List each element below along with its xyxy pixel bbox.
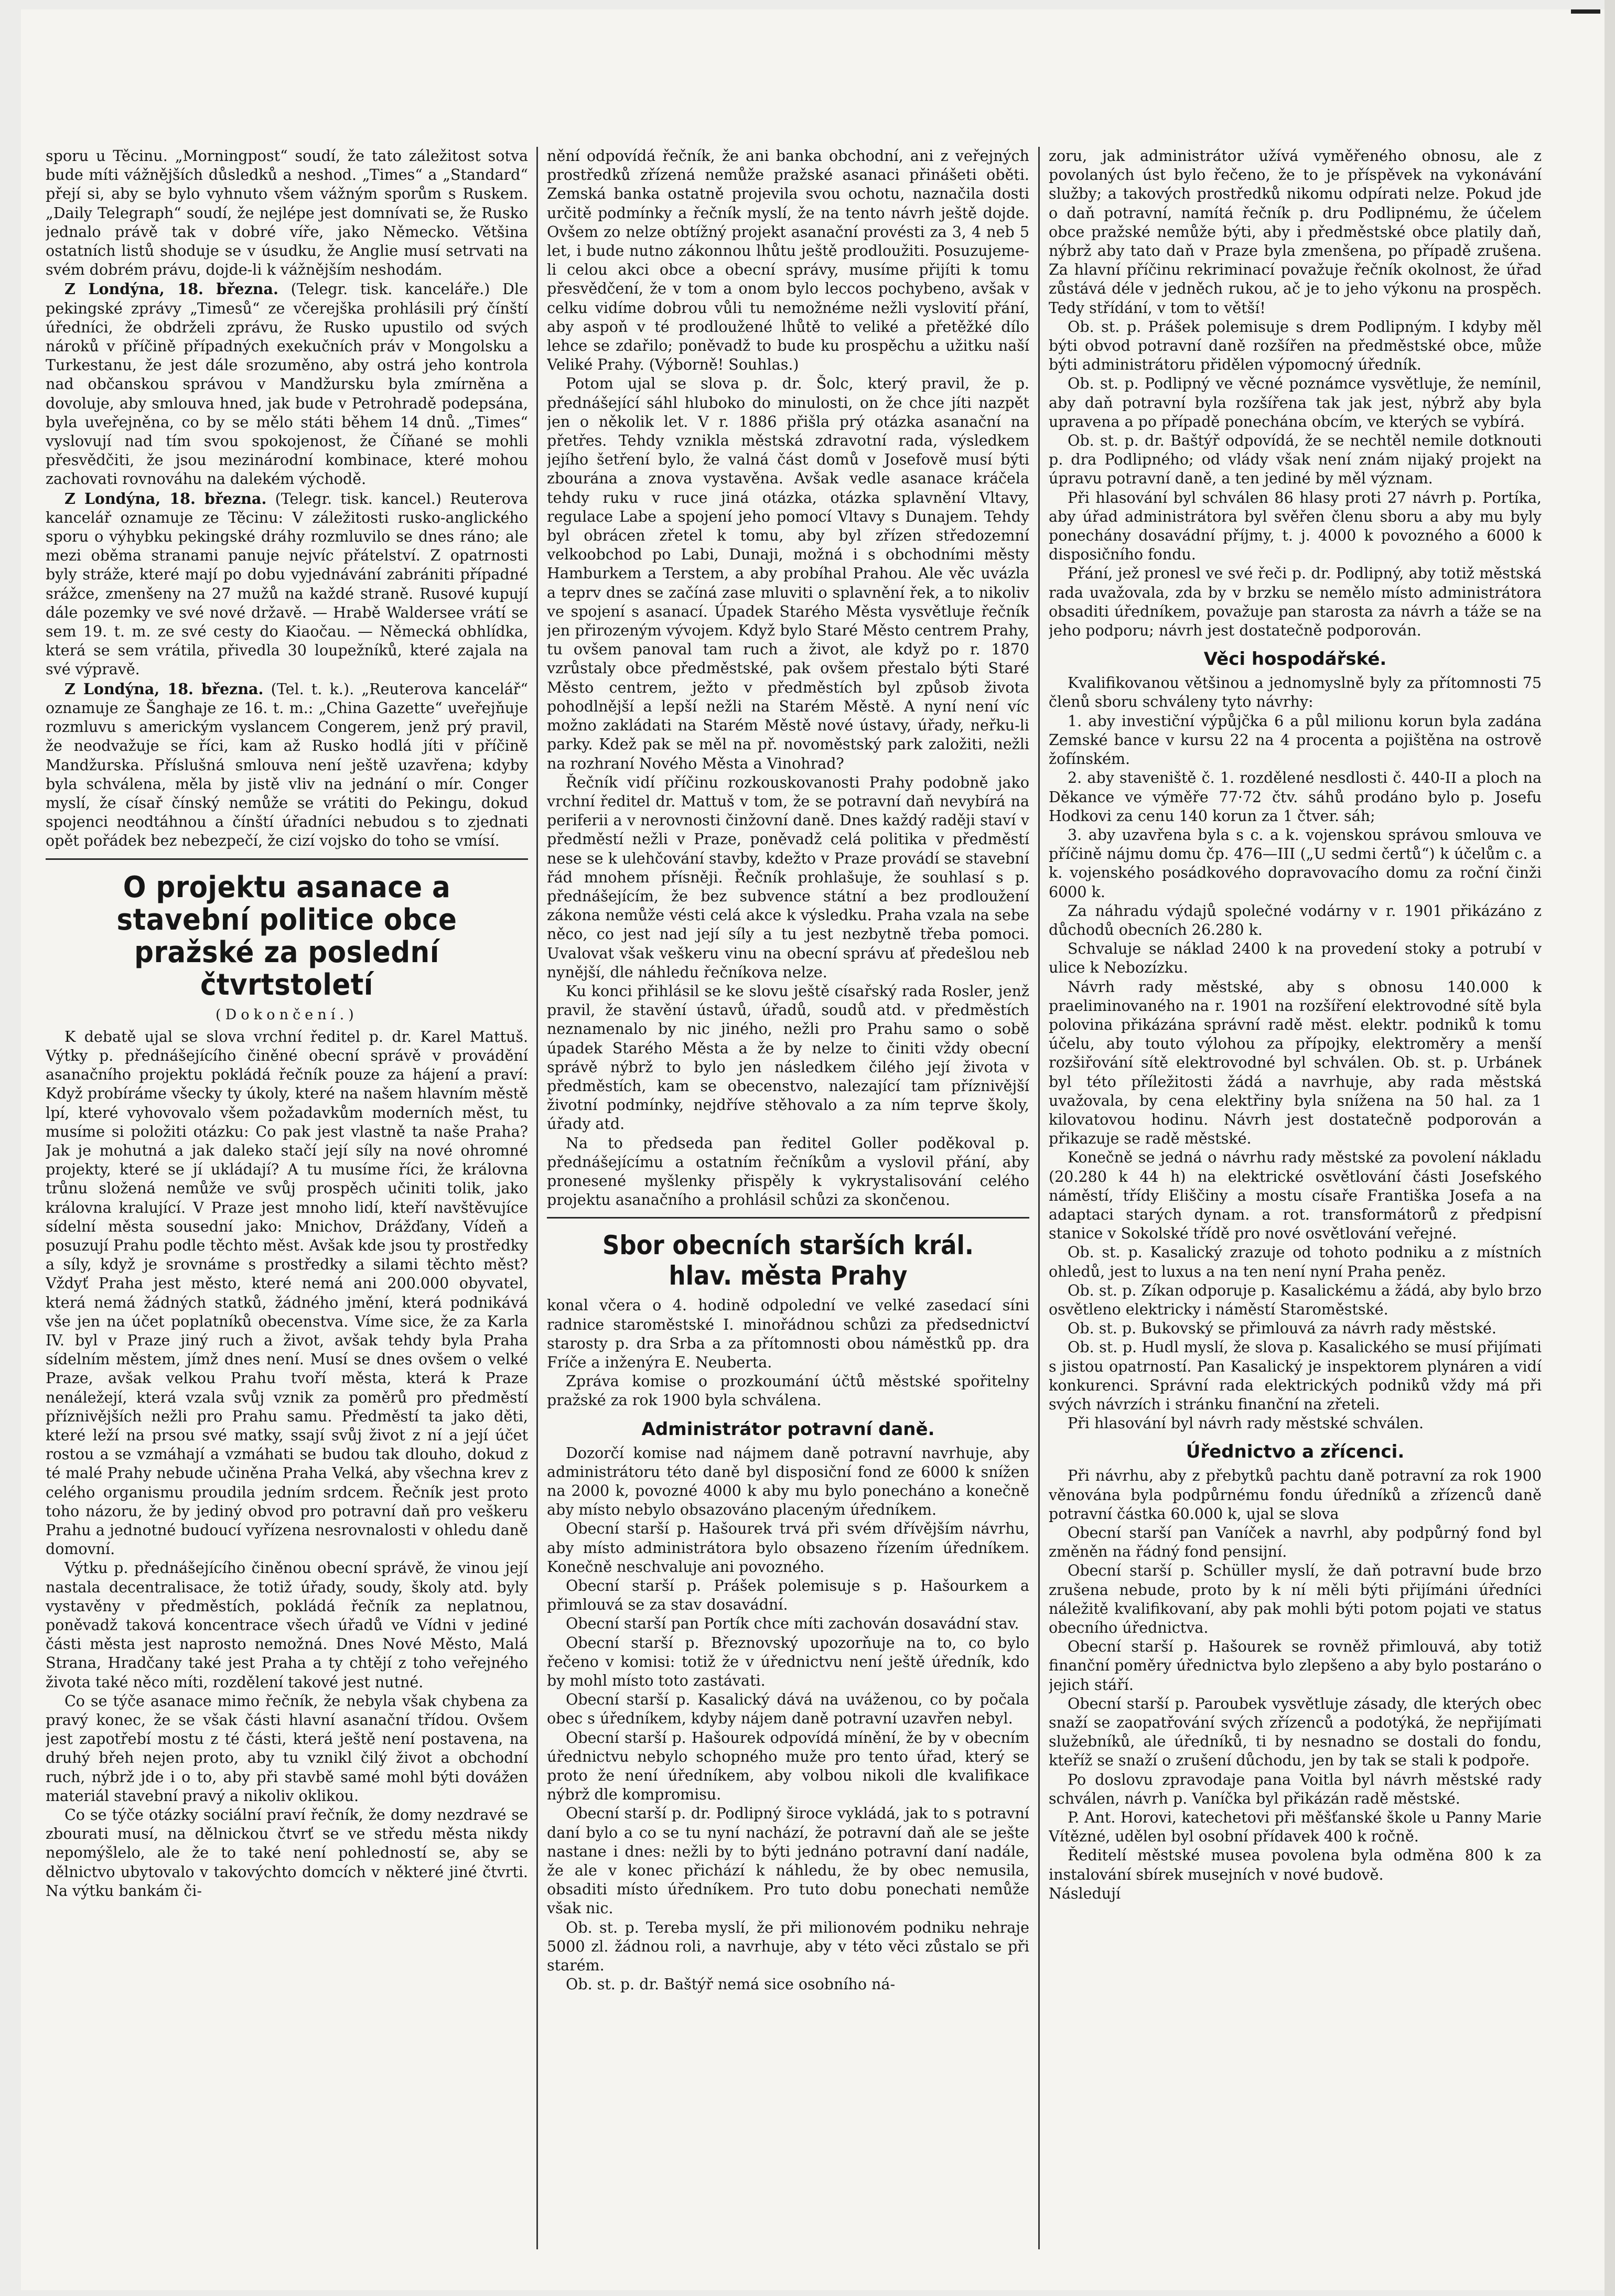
subheading-urednictvo: Úřednictvo a zřícenci.	[1186, 1441, 1405, 1463]
paragraph: Konečně se jedná o návrhu rady městské za povolení nákladu (20.280 k 44 h) na elektrické osvětlování části Josefského náměstí, třídy Eliščiny a mostu císaře Františka Josefa a na adaptaci starých dynam. a rot. transformátorů z předpisní stanice v Sokolské třídě pro nové osvětlování veřejné.	[1049, 1149, 1542, 1243]
column-2	[547, 147, 1029, 2265]
paragraph: Obecní starší p. Kasalický dává na uváženou, co by počala obec s úředníkem, kdyby nájem daně potravní uzavřen nebyl.	[547, 1691, 1029, 1728]
paragraph: Obecní starší p. Hašourek odpovídá mínění, že by v obecním úřednictvu nebylo schopného muže pro tento úřad, který se proto že není úředníkem, aby volbou nikoli dle kvalifikace nýbrž dle kompromisu.	[547, 1729, 1029, 1804]
paragraph: Ob. st. p. Hudl myslí, že slova p. Kasalického se musí přijímati s jistou opatrností. Pan Kasalický je inspektorem plynáren a vidí konkurenci. Správní rada elektrických podniků vždy má při svých návrzích i stránku finanční na zřeteli.	[1049, 1339, 1542, 1413]
paragraph: Ob. st. p. Kasalický zrazuje od tohoto podniku a z místních ohledů, jest to luxus a na ten není nyní Praha peněz.	[1049, 1244, 1542, 1280]
article-headline-asanace: O projektu asanace a stavební politice obce pražské za poslední čtvrtstoletí	[116, 870, 457, 1002]
paragraph: Následují	[1049, 1884, 1121, 1902]
paragraph: Ob. st. p. Prášek polemisuje s drem Podlipným. I kdyby měl býti obvod potravní daně rozšířen na předměstské obce, může býti administrátoru přidělen výpomocný úředník.	[1049, 318, 1542, 374]
paragraph: Kvalifikovanou většinou a jednomyslně byly za přítomnosti 75 členů sboru schváleny tyto návrhy:	[1049, 674, 1542, 711]
paragraph: Z Londýna, 18. března. (Telegr. tisk. kancel.) Reuterova kancelář oznamuje ze Těcinu: V záležitosti rusko-anglického sporu o výhybku pekingské dráhy rozmluvilo se dnes ráno; ale mezi oběma stranami panuje nejvíc přátelství. Z opatrnosti byly stráže, které mají po dobu vyjednávání zabrániti případné srážce, zmenšeny na 27 mužů na každé straně. Rusové kupují dále pozemky ve své nové državě. — Hrabě Waldersee vrátí se sem 19. t. m. ze své cesty do Kiaočau. — Německá obhlídka, která se sem vrátila, přivedla 30 loupežníků, které zajala na své výpravě.	[46, 489, 528, 678]
paragraph: nění odpovídá řečník, že ani banka obchodní, ani z veřejných prostředků zřízená nemůže pražské asanaci přinášeti oběti. Zemská banka ostatně projevila svou ochotu, naznačila dosti určitě podmínky a řečník myslí, že na tento návrh ještě dojde. Ovšem zo nelze obtížný projekt asanační provésti za 3, 4 neb 5 let, i bude nutno zákonnou lhůtu ještě prodloužiti. Posuzujeme-li celou akci obce a obecní správy, musíme přijíti k tomu přesvědčení, že v tom a onom bylo leccos pochybeno, avšak v celku vidíme dobrou vůli tu nemožnéme nežli vyslovití přání, aby aspoň v té prodloužené lhůtě to veliké a přetěžké dílo lehce se zdařilo; poněvadž to bude ku prospěchu a užitku naší Veliké Prahy. (Výborně! Souhlas.)	[547, 147, 1029, 374]
paragraph: Z Londýna, 18. března. (Telegr. tisk. kanceláře.) Dle pekingské zprávy „Timesů“ ze včerejška prohlásili prý čínští úředníci, že obdrželi zprávu, že Rusko upustilo od svých nároků v příčině případných exekučních práv v Mongolsku a Turkestanu, že jest dále srozuměno, aby ostrá jeho kontrola nad občanskou správou v Mandžursku byla zmírněna a dovoluje, aby smlouva hned, jak bude v Petrohradě podepsána, byla uveřejněna, co by se mělo státi během 14 dnů. „Times“ vyslovují nad tím svou spokojenost, že Číňané se mohli přesvědčiti, že jsou mezinárodní kombinace, které mohou zachovati rovnováhu na dalekém východě.	[46, 280, 528, 488]
section-divider	[547, 1217, 1029, 1219]
paragraph: Na to předseda pan ředitel Goller poděkoval p. přednášejícímu a ostatním řečníkům a vyslovil přání, aby pronesené myšlenky přispěly k vykrystalisování celého projektu asanačního a prohlásil schůzi za skončenou.	[547, 1134, 1029, 1209]
paragraph: Ředitelí městské musea povolena byla odměna 800 k za instalování sbírek musejních v nové budově.	[1049, 1847, 1542, 1883]
paragraph: Ob. st. p. dr. Baštýř nemá sice osobního ná-	[566, 1976, 896, 1993]
paragraph: 1. aby investiční výpůjčka 6 a půl milionu korun byla zadána Zemské bance v kursu 22 na 4 procenta a pojištěna na ostrově žofínském.	[1049, 712, 1542, 768]
article-headline-sbor: Sbor obecních starších král. hlav. města Prahy	[602, 1230, 974, 1291]
subheading-veci-hospodarske: Věci hospodářské.	[1203, 649, 1387, 670]
paragraph: Ob. st. p. Bukovský se přimlouvá za návrh rady městské.	[1068, 1320, 1496, 1338]
paragraph: Ob. st. p. dr. Baštýř odpovídá, že se nechtěl nemile dotknouti p. dra Podlipného; od vlády však není znám nijaký projekt na úpravu potravní daně, a ten jediné by měl význam.	[1049, 432, 1542, 488]
paragraph: K debatě ujal se slova vrchní ředitel p. dr. Karel Mattuš. Výtky p. přednášejícího činěné obecní správě v provádění asanačního projektu pokládá řečník pouze za hájení a praví: Když probíráme všecky ty úkoly, které na našem hlavním městě lpí, které vyhovovalo všem požadavkům moderních měst, tu musíme si položiti otázku: Co pak jest vlastně ta naše Praha? Jak je mohutná a jak daleko stačí její síly na nové ohromné projekty, které se jí ukládají? A tu musíme říci, že královna trůnu složená nemůže ve svůj prospěch učiniti tolik, jako královna kralující. V Praze jest mnoho lidí, kteří navštěvujíce sídelní města sousední jako: Mnichov, Drážďany, Vídeň a posuzují Prahu podle těchto měst. Avšak kde jsou ty prostředky a síly, když je srovnáme s prostředky a silami těchto měst? Vždyť Praha jest město, které nemá ani 200.000 obyvatel, která nemá žádných statků, žádného jmění, která podnikává vše jen na účet poplatníků obecenstva. Víme sice, že za Karla IV. byl v Praze jiný ruch a život, avšak tehdy byla Praha sídelním městem, jímž dnes není. Musí se dnes ovšem o velké Praze, avšak velkou Prahu tvoří města, která k Praze nenáležejí, která vzala svůj vznik za poměrů pro předměstí příznivějších nežli pro Prahu samu. Předměstí ta jako děti, které leží na prsou své matky, ssají svůj život z ní a její účet rostou a se vzmáhají a vzmáhati se budou tak dlouho, dokud z té malé Prahy nebude učiněna Praha Velká, aby všechna krev z celého organismu proudila jedním srdcem. Řečník jest proto toho názoru, že by jediný obvod pro potravní daň pro veškeru Prahu a jednotné budoucí vyřízena nesrovnalosti v ohledu daně domovní.	[46, 1028, 528, 1558]
paragraph: Obecní starší pan Vaníček a navrhl, aby podpůrný fond byl změněn na řádný fond pensijní.	[1049, 1524, 1542, 1561]
newspaper-page	[21, 9, 1605, 2290]
paragraph: Za náhradu výdajů společné vodárny v r. 1901 přikázáno z důchodů obecních 26.280 k.	[1049, 902, 1542, 939]
paragraph: Co se týče asanace mimo řečník, že nebyla však chybena za pravý konec, že se však části hlavní asanační třídou. Ovšem jest zapotřebí mostu z té části, která ještě není postavena, na druhý břeh nejen proto, aby tu vznikl čilý život a obchodní ruch, nýbrž jde i o to, aby při stavbě samé mohl býti dovážen materiál stavební pravý a nikoliv oklikou.	[46, 1692, 528, 1805]
paragraph: Obecní starší p. Březnovský upozorňuje na to, co bylo řečeno v komisi: totiž že v úřednictvu není ještě úředník, kdo by mohl místo toto zastávati.	[547, 1634, 1029, 1690]
paragraph: Obecní starší p. dr. Podlipný široce vykládá, jak to s potravní daní bylo a co se tu nyní nachází, že potravní daň ale se ješte nastane i dnes: nežli by to býti jednáno potravní daní nadále, že ale v konec přichází k náhledu, že by obec nemusila, obsaditi místo úředníkem. Pro tuto dobu ponechati nemůže však nic.	[547, 1805, 1029, 1917]
paragraph: Obecní starší p. Hašourek trvá při svém dřívějším návrhu, aby místo administrátora bylo obsazeno řízením úředníkem. Konečně neschvaluje ani povozného.	[547, 1520, 1029, 1576]
paragraph: sporu u Těcinu. „Morningpost“ soudí, že tato záležitost sotva bude míti vážnějších důsledků a neshod. „Times“ a „Standard“ přejí si, aby se bylo vyhnuto všem vážným sporům s Ruskem. „Daily Telegraph“ soudí, že nejlépe jest domnívati se, že Rusko jednalo právě tak v dobré víře, jako Německo. Většina ostatních listů shoduje se v úsudku, že Anglie musí setrvati na svém dobrém právu, dojde-li k vážnějším neshodám.	[46, 147, 528, 279]
paragraph: Obecní starší p. Prášek polemisuje s p. Hašourkem a přimlouvá se za stav dosavádní.	[547, 1577, 1029, 1614]
top-edge-mark	[1571, 9, 1600, 14]
paragraph: Při návrhu, aby z přebytků pachtu daně potravní za rok 1900 věnována byla podpůrnému fondu úředníků a zřízenců daně potravní částka 60.000 k, ujal se slova	[1049, 1467, 1542, 1523]
subheading-administrator: Administrátor potravní daně.	[641, 1418, 935, 1440]
paragraph: Ob. st. p. Tereba myslí, že při milionovém podniku nehraje 5000 zl. žádnou roli, a navrhuje, aby v této věci zůstalo se při starém.	[547, 1918, 1029, 1975]
paragraph: Návrh rady městské, aby s obnosu 140.000 k praeliminovaného na r. 1901 na rozšíření elektrovodné sítě byla polovina přikázána správní radě měst. elektr. podniků k tomu účelu, aby touto výlohou za přípojky, elektroměry a menší rozšiřování sítě elektrovodné byl schválen. Ob. st. p. Urbánek byl této příležitosti žádá a navrhuje, aby rada městská uvažovala, by cena elektřiny byla snížena na 50 hal. za 1 kilovatovou hodinu. Návrh jest dostatečně podporován a přikazuje se radě městské.	[1049, 978, 1542, 1148]
section-divider	[46, 858, 528, 860]
paragraph: Obecní starší pan Portík chce míti zachován dosavádní stav.	[566, 1615, 1019, 1633]
column-rule	[1038, 147, 1040, 2249]
paragraph: Přání, jež pronesl ve své řeči p. dr. Podlipný, aby totiž městská rada uvažovala, zda by v brzku se nemělo místo administrátora obsaditi úředníkem, považuje pan starosta za návrh a táže se na jeho podporu; návrh jest dostatečně podporován.	[1049, 565, 1542, 640]
paragraph: 3. aby uzavřena byla s c. a k. vojenskou správou smlouva ve příčině nájmu domu čp. 476—III („U sedmi čertů“) k účelům c. a k. vojenského posádkového dopravovacího domu za roční činži 6000 k.	[1049, 826, 1542, 901]
paragraph: Ku konci přihlásil se ke slovu ještě císařský rada Rosler, jenž pravil, že stavění ústavů, úřadů, soudů atd. v předměstích neznamenalo by nic jiného, nežli pro Prahu samo o sobě úpadek Starého Města a že by nelze to činiti vždy obecní správě nýbrž to bylo jen následkem čilého její života v předměstích, kam se obecenstvo, nalezající tam příznivější životní podmínky, nejdříve stěhovalo a za ním teprve školy, úřady atd.	[547, 982, 1029, 1133]
dateline: Z Londýna, 18. března.	[64, 280, 278, 298]
paragraph: Ob. st. p. Zíkan odporuje p. Kasalickému a žádá, aby bylo brzo osvětleno elektricky i náměstí Staroměstské.	[1049, 1281, 1542, 1318]
paragraph: 2. aby staveniště č. 1. rozdělené nesdlosti č. 440-II a ploch na Děkance ve výměře 77·72 čtv. sáhů prodáno bylo p. Josefu Hodkovi za cenu 140 korun za 1 čtver. sáh;	[1049, 769, 1542, 825]
continuation-note: (Dokončení.)	[216, 1006, 358, 1023]
paragraph: Obecní starší p. Paroubek vysvětluje zásady, dle kterých obec snaží se zaopatřování svých zřízenců a podotýká, že nepřijímati služebníků, ale úředníků, ti by nesnadno se dostali do fondu, kteříž se snaží o zrušení důchodu, jen by tak se stali k podpoře.	[1049, 1695, 1542, 1770]
paragraph: Schvaluje se náklad 2400 k na provedení stoky a potrubí v ulice k Nebozízku.	[1049, 940, 1542, 977]
paragraph: P. Ant. Horovi, katechetovi při měšťanské škole u Panny Marie Vítězné, udělen byl osobní přídavek 400 k ročně.	[1049, 1809, 1542, 1846]
paragraph: Při hlasování byl návrh rady městské schválen.	[1068, 1415, 1424, 1432]
paragraph: Obecní starší p. Hašourek se rovněž přimlouvá, aby totiž finanční poměry úřednictva bylo zlepšeno a aby bylo postaráno o jejich stáří.	[1049, 1638, 1542, 1694]
paragraph: Co se týče otázky sociální praví řečník, že domy nezdravé se zbourati musí, na dělnickou čtvrť se ve středu města nikdy nepomýšlelo, ale že to také není pohledností se, aby se dělnictvo ubytovalo v takovýchto domcích v některé jiné čtvrti. Na výtku bankám či-	[46, 1806, 528, 1900]
paragraph: Ob. st. p. Podlipný ve věcné poznámce vysvětluje, že nemínil, aby daň potravní byla rozšířena tak jak jest, nýbrž aby byla upravena a po případě ponechána obcím, ve kterých se vybírá.	[1049, 375, 1542, 430]
paragraph: Zpráva komise o prozkoumání účtů městské spořitelny pražské za rok 1900 byla schválena.	[547, 1373, 1029, 1409]
paragraph: Potom ujal se slova p. dr. Šolc, který pravil, že p. přednášející sáhl hluboko do minulosti, on že chce jíti nazpět jen o několik let. V r. 1886 přišla prý otázka asanační na přetřes. Tehdy vznikla městská zdravotní rada, výsledkem jejího šetření bylo, že valná část domů v Josefově musí býti zbourána a znova vystavěna. Avšak vedle asanace kráčela tehdy ruku v ruce jiná otázka, otázka splavnění Vltavy, regulace Labe a spojení jeho pomocí Vltavy s Dunajem. Tehdy byl obrácen zřetel k tomu, aby byl zřízen středozemní velkoobchod po Labi, Dunaji, možná i s obchodními městy Hamburkem a Terstem, a aby probíhal Prahou. Ale věc uvázla a teprv dnes se začíná zase mluviti o splavnění řek, a to nikoliv ve spojení s asanací. Úpadek Starého Města vysvětluje řečník jen přirozeným vývojem. Když bylo Staré Město centrem Prahy, tu ovšem panoval tam ruch a život, ale když po r. 1870 vzrůstaly obce předměstské, pak ovšem přestalo býti Staré Město centrem, ježto v předměstích byl způsob života pohodlnější a lepší nežli na Starém Městě. A nyní není víc možno zakládati na Starém Městě nové ústavy, úřady, neřku-li parky. Kdež pak se měl na př. novoměstský park založiti, nežli na rozhraní Nového Města a Vinohrad?	[547, 375, 1029, 772]
paragraph: Obecní starší p. Schüller myslí, že daň potravní bude brzo zrušena nebude, proto by k ní měli býti přijímáni úředníci náležitě kvalifikovaní, aby pak mohli býti potom pojati ve status obecního úřednictva.	[1049, 1562, 1542, 1637]
column-rule	[536, 147, 538, 2249]
paragraph: Výtku p. přednášejícího činěnou obecní správě, že vinou její nastala decentralisace, že totiž úřady, soudy, školy atd. byly vystavěny v předměstích, pokládá řečník za neplatnou, poněvadž taková koncentrace všech úřadů ve Vídni v jediné části města jest naprosto nemožná. Dnes Nové Město, Malá Strana, Hradčany také jest Praha a ty chtějí z toho veřejného života také něco míti, rozdělení takové jest nutné.	[46, 1559, 528, 1691]
paragraph: Po doslovu zpravodaje pana Voitla byl návrh městské rady schválen, návrh p. Vaníčka byl přikázán radě městské.	[1049, 1771, 1542, 1807]
column-1	[46, 147, 528, 2265]
paragraph: Z Londýna, 18. března. (Tel. t. k.). „Reuterova kancelář“ oznamuje ze Šanghaje ze 16. t. m.: „China Gazette“ uveřejňuje rozmluvu s americkým vyslancem Congerem, jenž prý pravil, že neodvažuje se říci, kam až Rusko hodlá jíti v příčině Mandžurska. Příslušná smlouva není ještě uzavřena; kdyby byla schválena, měla by jistě vliv na jednání o mír. Conger myslí, že císař čínský nemůže se vrátiti do Pekingu, dokud spojenci neodtáhnou a čínští úřadníci nebudou s to zjednati opět pořádek bez nebezpečí, že cizí vojsko do toho se vmísí.	[46, 680, 528, 850]
paragraph: Řečník vidí příčinu rozkouskovanosti Prahy podobně jako vrchní ředitel dr. Mattuš v tom, že se potravní daň nevybírá na periferii a v nerovnosti činžovní daně. Dnes každý raději staví v předměstí nežli v Praze, poněvadž celá politika v předměstí nese se k ulehčování stavby, kdežto v Praze provádí se stavební řád mnohem přísněji. Řečník prohlašuje, že souhlasí s p. přednášejícím, že bez subvence státní a bez prodloužení zákona nemůže vésti celá akce k výsledku. Praha vzala na sebe něco, co jest nad její síly a tu jest nezbytně třeba pomoci. Uvalovat však veškeru vinu na obecní správu ať předešlou neb nynější, dle náhledu řečníkova nelze.	[547, 773, 1029, 981]
paragraph: Při hlasování byl schválen 86 hlasy proti 27 návrh p. Portíka, aby úřad administrátora byl svěřen členu sboru a aby mu byly ponechány dosavádní příjmy, t. j. 4000 k povozného a 6000 k disposičního fondu.	[1049, 489, 1542, 564]
paragraph: Dozorčí komise nad nájmem daně potravní navrhuje, aby administrátoru této daně byl disposiční fond ze 6000 k snížen na 2000 k, povozné 4000 k aby mu bylo ponecháno a konečně aby místo nebylo obsazováno placeným úředníkem.	[547, 1444, 1029, 1519]
dateline: Z Londýna, 18. března.	[64, 489, 267, 508]
paragraph: konal včera o 4. hodině odpolední ve velké zasedací síni radnice staroměstské I. minořádnou schůzi za předsednictví starosty p. dra Srba a za přítomnosti obou náměstků pp. dra Fríče a inženýra E. Neuberta.	[547, 1297, 1029, 1371]
column-3	[1049, 147, 1542, 2265]
dateline: Z Londýna, 18. března.	[64, 680, 264, 698]
paragraph: zoru, jak administrátor užívá vyměřeného obnosu, ale z povolaných úst bylo řečeno, že to je příspěvek na vykonávání služby; a takových prostředků nikomu odpírati nelze. Pokud jde o daň potravní, namítá řečník p. dru Podlipnému, že účelem obce pražské nemůže býti, aby i předměstské obce platily daň, nýbrž aby tato daň v Praze byla zmenšena, po případě zrušena. Za hlavní příčinu rekriminací považuje řečník okolnost, že úřad zůstává déle v jedněch rukou, ač je to jeho výkonu na prospěch. Tedy střídání, v tom to větší!	[1049, 147, 1542, 317]
page-edge-shadow	[1605, 0, 1615, 2296]
